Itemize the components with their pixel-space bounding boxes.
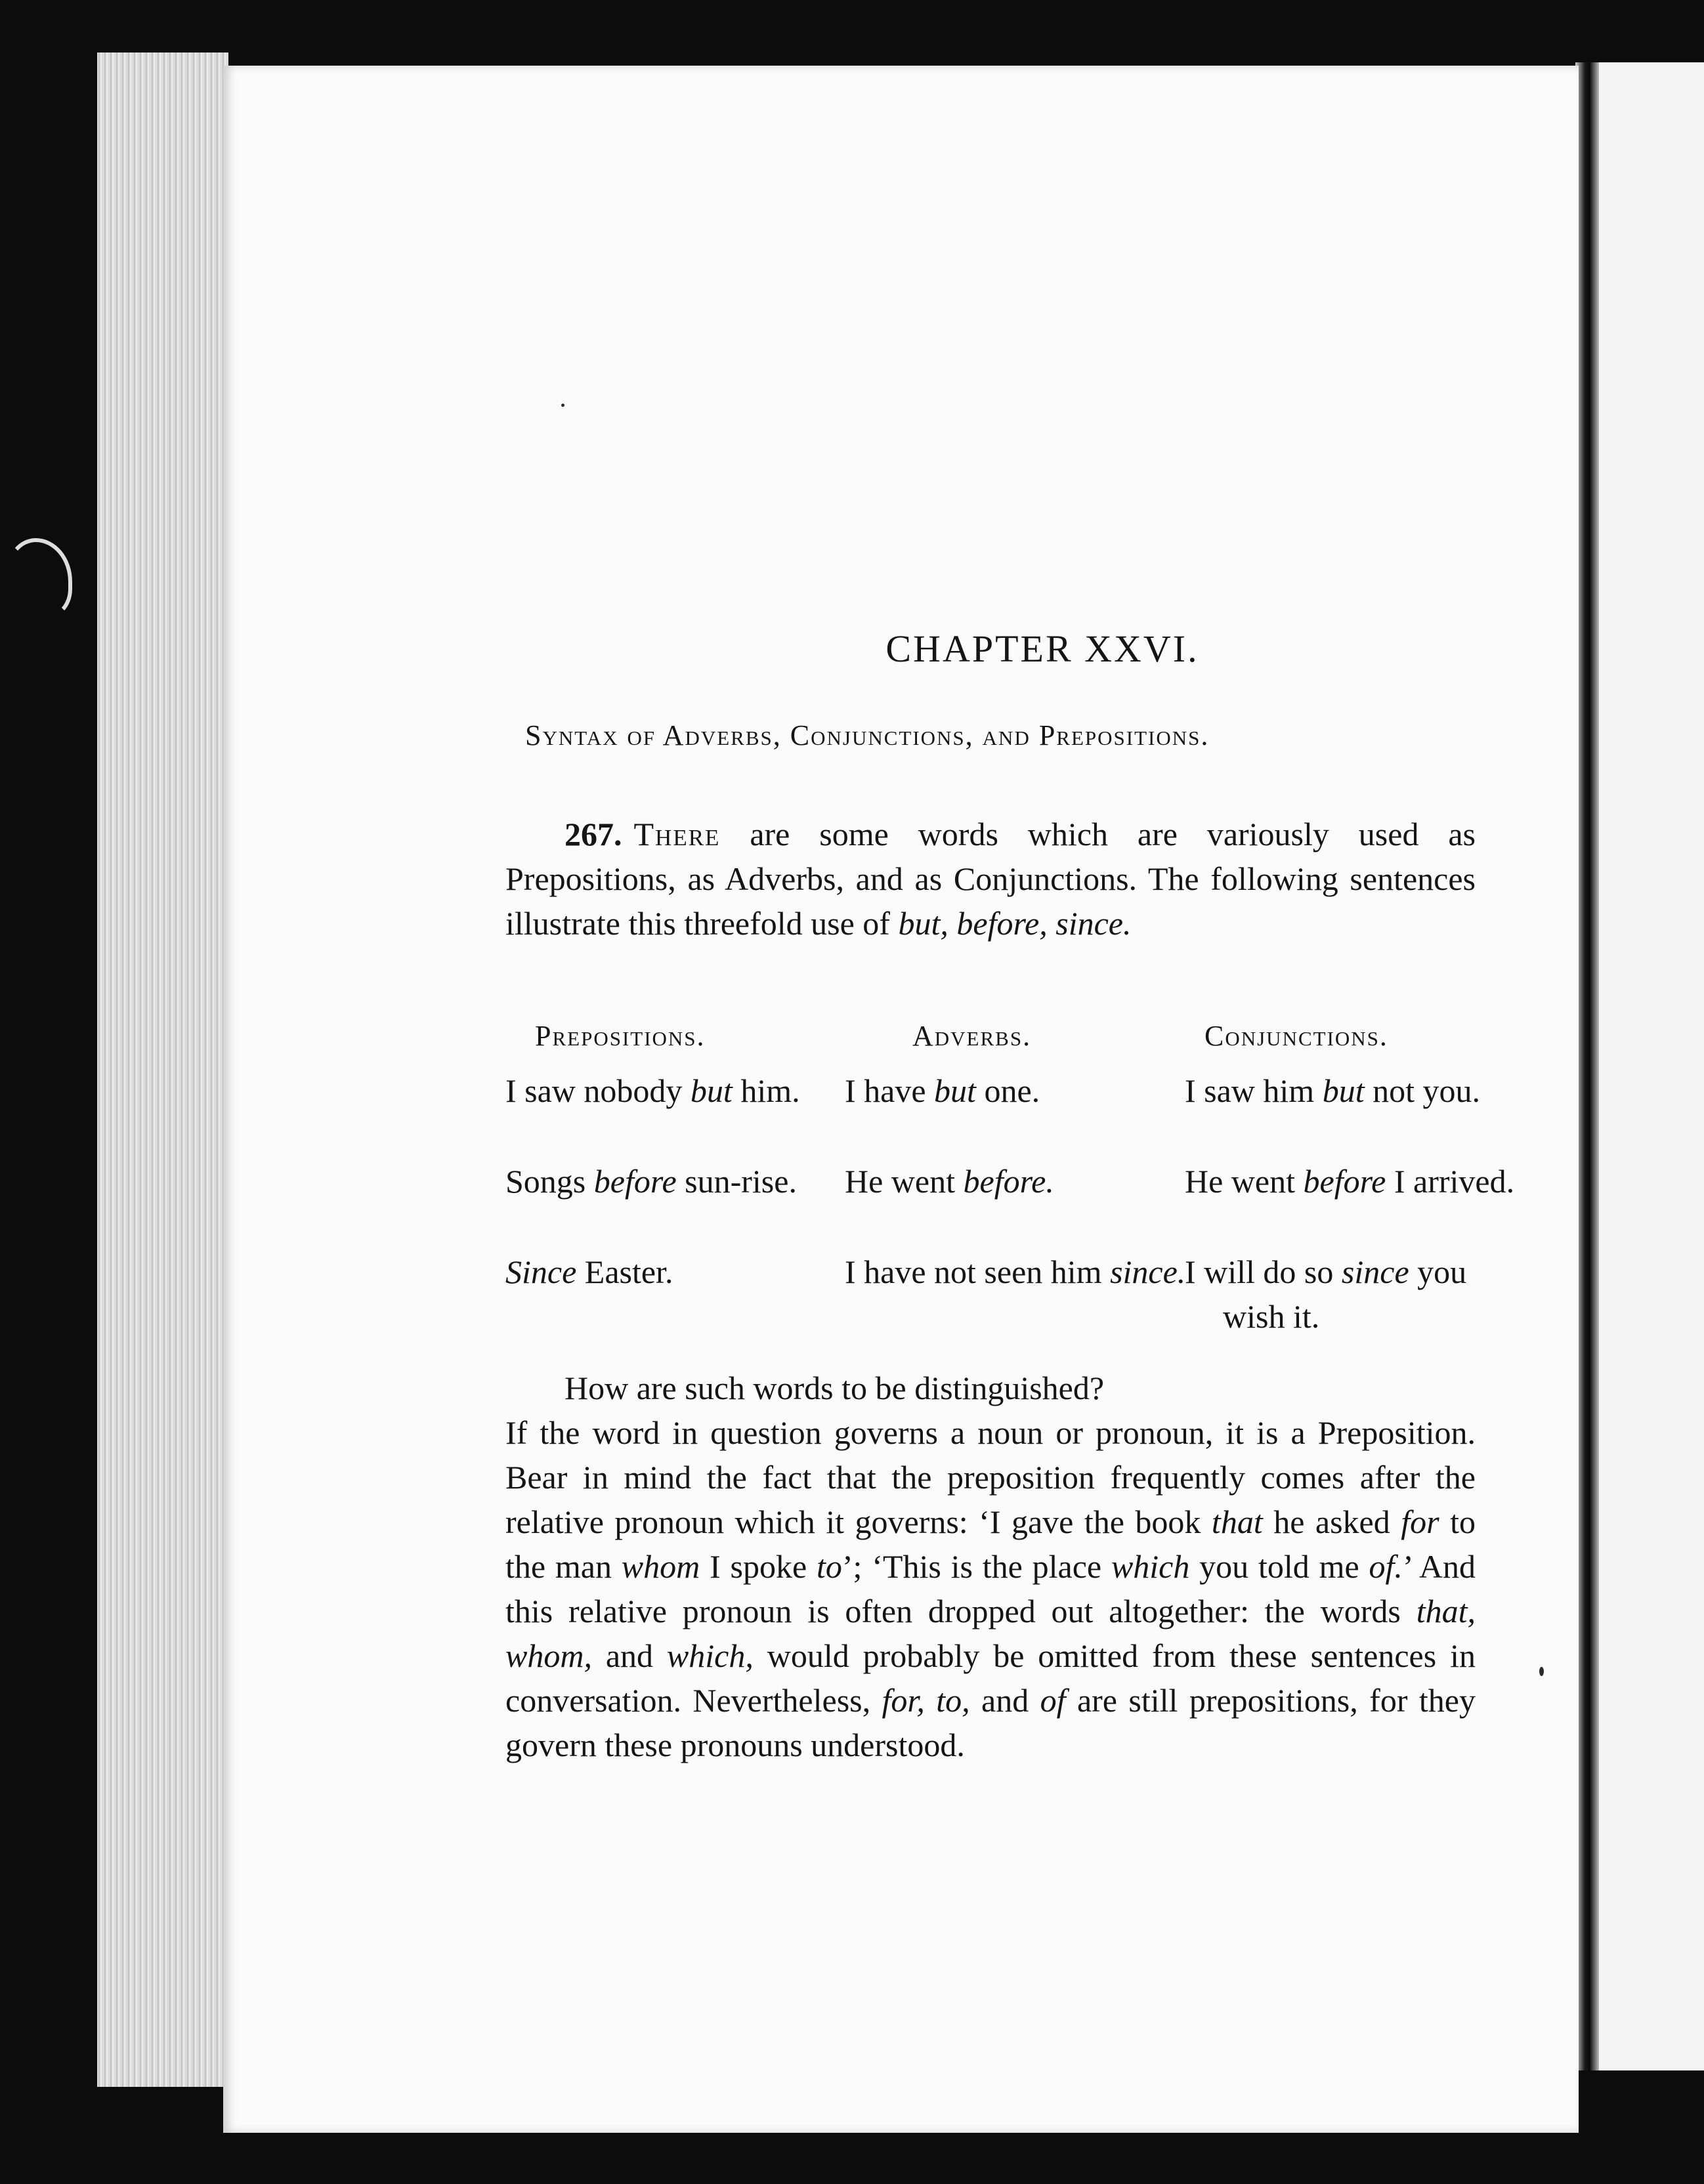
chapter-heading — [0, 627, 1704, 671]
body-emphasis: that — [1211, 1503, 1263, 1540]
intro-first-word: There — [633, 816, 721, 852]
intro-emphasis: but, — [898, 905, 948, 942]
table-cell — [505, 1068, 852, 1113]
chapter-title: CHAPTER XXVI. — [885, 627, 1199, 670]
book-page-edges — [97, 52, 228, 2087]
book-gutter — [1575, 62, 1599, 2070]
table-cell — [845, 1250, 1191, 1294]
facing-page — [1595, 62, 1704, 2070]
cell-text: Easter. — [576, 1253, 673, 1290]
cell-emphasis: Since — [505, 1253, 577, 1290]
cell-emphasis: before — [593, 1163, 677, 1200]
body-text: I spoke — [700, 1548, 817, 1585]
cell-emphasis: but — [934, 1072, 976, 1109]
cell-text: I saw him — [1185, 1072, 1323, 1109]
table-cell — [845, 1159, 1191, 1204]
cell-text: I will do so — [1185, 1253, 1342, 1290]
cell-text: He went — [845, 1163, 964, 1200]
cell-text: I have not seen him — [845, 1253, 1111, 1290]
cell-text: I have — [845, 1072, 935, 1109]
body-emphasis: of. — [1369, 1548, 1403, 1585]
cell-text: sun-rise. — [676, 1163, 797, 1200]
question-line: How are such words to be distinguished? — [564, 1370, 1105, 1406]
body-text: If the word in question governs a noun or pronoun, it is a Preposition. Bear in mind the fact that the preposition frequently comes after the relative pronoun which it governs: ‘I gave the book — [505, 1414, 1476, 1540]
table-cell — [505, 1159, 852, 1204]
intro-text: are some words which are variously used as Prepositions, as Adverbs, and as Conjunctions. The following sentences illustrate this threefold use of — [505, 816, 1476, 942]
cell-text: one. — [975, 1072, 1040, 1109]
body-text: are still prepositions, for they govern these pronouns understood. — [505, 1682, 1476, 1763]
page-speck — [561, 404, 564, 407]
body-text: ’ And this relative pronoun is often dropped out altogether: the words — [505, 1548, 1476, 1629]
body-text: and — [591, 1637, 667, 1674]
body-emphasis: for, to, — [882, 1682, 970, 1719]
body-emphasis: that, whom, — [505, 1593, 1476, 1674]
intro-paragraph — [505, 812, 1476, 946]
cell-emphasis: but — [690, 1072, 733, 1109]
body-text: you told me — [1189, 1548, 1369, 1585]
table-cell — [1185, 1250, 1525, 1339]
body-emphasis: which — [1111, 1548, 1190, 1585]
cell-text: I arrived. — [1386, 1163, 1515, 1200]
body-emphasis: which, — [666, 1637, 754, 1674]
table-cell — [1185, 1159, 1525, 1204]
margin-mark — [5, 538, 72, 618]
intro-emphasis: before, since. — [956, 905, 1132, 942]
body-text: and — [969, 1682, 1040, 1719]
cell-text: Songs — [505, 1163, 594, 1200]
cell-emphasis: since. — [1110, 1253, 1186, 1290]
cell-text: He went — [1185, 1163, 1304, 1200]
cell-text: him. — [732, 1072, 800, 1109]
table-cell — [505, 1250, 852, 1294]
body-paragraph — [505, 1366, 1476, 1767]
cell-emphasis: since — [1341, 1253, 1409, 1290]
body-text: ’; ‘This is the place — [841, 1548, 1111, 1585]
body-text: he asked — [1262, 1503, 1401, 1540]
cell-text: not you. — [1364, 1072, 1481, 1109]
cell-text: you wish it. — [1223, 1253, 1467, 1335]
intro-text — [948, 905, 957, 942]
column-header-conjunctions: Conjunctions. — [1204, 1020, 1388, 1052]
cell-emphasis: before — [1303, 1163, 1386, 1200]
body-text: would probably be omitted from these sentences in conversation. Nevertheless, — [505, 1637, 1476, 1719]
body-emphasis: of — [1040, 1682, 1066, 1719]
cell-emphasis: before. — [963, 1163, 1054, 1200]
body-emphasis: whom — [621, 1548, 700, 1585]
column-header-prepositions: Prepositions. — [535, 1020, 706, 1052]
table-cell — [1185, 1068, 1525, 1113]
section-number: 267. — [564, 816, 622, 852]
body-text: to the man — [505, 1503, 1476, 1585]
column-header-adverbs: Adverbs. — [912, 1020, 1032, 1052]
table-cell — [845, 1068, 1191, 1113]
cell-text: I saw nobody — [505, 1072, 691, 1109]
page-speck — [1539, 1667, 1544, 1676]
cell-emphasis: but — [1322, 1072, 1365, 1109]
body-emphasis: for — [1401, 1503, 1439, 1540]
body-emphasis: to — [817, 1548, 842, 1585]
section-subtitle: Syntax of Adverbs, Conjunctions, and Prepositions. — [525, 719, 1210, 751]
